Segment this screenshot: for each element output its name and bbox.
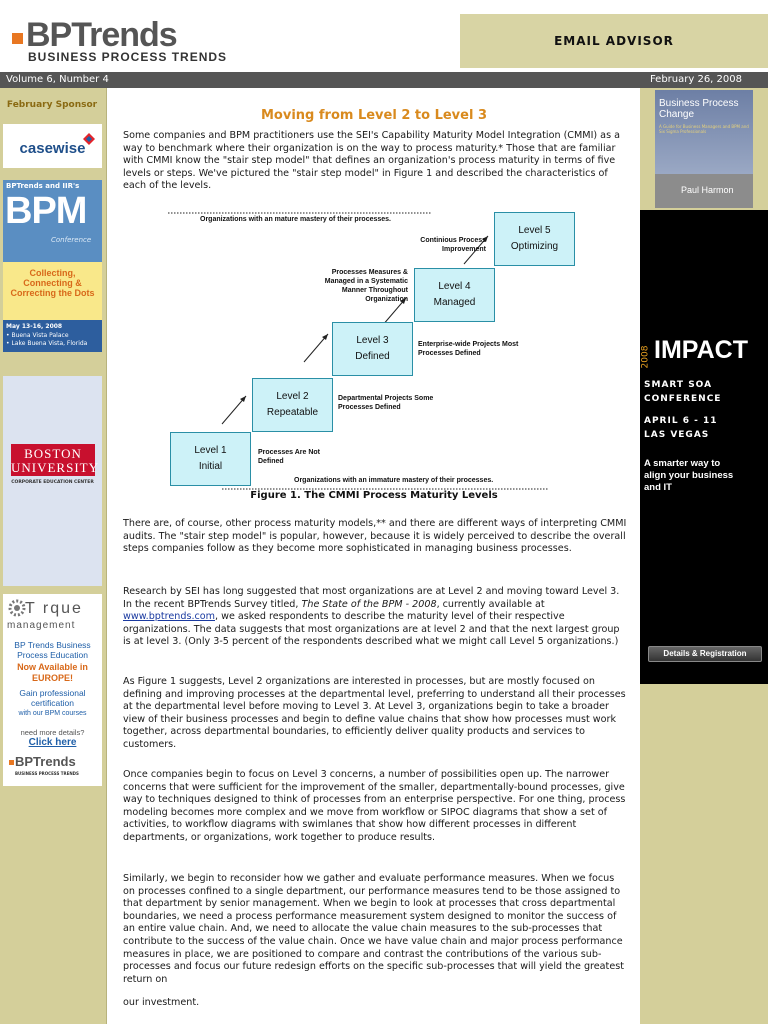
boston-logo-box: [11, 444, 99, 476]
details-registration-button[interactable]: Details & Registration: [648, 646, 762, 662]
casewise-text: casewise: [19, 140, 86, 157]
paragraph-3-a: Research by SEI has long suggested that most organizations are at Level 2 and moving toward Level 3. In the recent BPTrends Survey titled,: [123, 586, 620, 610]
impact-line2: CONFERENCE: [644, 394, 722, 404]
cmmi-stair-diagram: [168, 206, 578, 492]
bptrends-logo[interactable]: [12, 18, 227, 64]
bpm-ad-banner: [3, 180, 102, 262]
torque-line2: Now Available in EUROPE!: [17, 662, 88, 683]
impact-year: 2008: [640, 345, 651, 369]
torque-name1: T rque: [25, 600, 83, 617]
paragraph-3-c: , we asked respondents to describe the maturity level of their respective organizations. The data suggests that most organizations are at level 2 and that the next largest group is at level 3. (Only 3-5 percent of the respondents described what we might call Level 5 organizations.): [123, 611, 620, 648]
torque-line4: with our BPM courses: [18, 710, 87, 717]
figure-caption: Figure 1. The CMMI Process Maturity Levels: [250, 490, 498, 501]
level-name: Managed: [433, 297, 476, 308]
boston-sub: CORPORATE EDUCATION CENTER: [11, 480, 94, 485]
book-author: Paul Harmon: [681, 185, 734, 195]
left-sidebar: [0, 88, 107, 1024]
paragraph-2: There are, of course, other process maturity models,** and there are different ways of interpreting CMMI audits. The "stair step model" is popular, however, because it is widely perceived to describe the overall steps companies follow as they become more sophisticated in managing business processes.: [123, 518, 627, 555]
level-box: [252, 378, 333, 432]
level-note: Enterprise-wide Projects Most Processes Defined: [418, 341, 519, 357]
header: [0, 0, 768, 72]
paragraph-3: [123, 586, 628, 649]
gear-icon: [7, 598, 27, 618]
bpm-ad-dates: May 13-16, 2008: [6, 323, 63, 330]
section-banner: [460, 14, 768, 68]
level-box: [414, 268, 495, 322]
boston-university-ad[interactable]: [3, 376, 102, 586]
logo-square-icon: [12, 33, 23, 44]
article: [108, 88, 640, 1024]
level-number: Level 5: [518, 225, 551, 236]
paragraph-1: Some companies and BPM practitioners use the SEI's Capability Maturity Model Integration (CMMI) as a way to benchmark where their organization is on the way to process maturity.* Those that are familiar with CMMI know the "stair step model" that defines an organization's process maturity in terms of five levels or steps. We've pictured the "stair step model" in Figure 1 and described the characteristics of each of the levels.: [123, 130, 620, 192]
diagram-top-note: Organizations with an mature mastery of their processes.: [200, 216, 391, 223]
logo-subtitle: BUSINESS PROCESS TRENDS: [28, 50, 228, 64]
level-name: Initial: [198, 461, 223, 472]
level-note: Processes Measures & Managed in a Systematic Manner Throughout Organization: [324, 269, 408, 303]
logo-text: BPTrends: [26, 16, 177, 54]
torque-line5: need more details?: [20, 728, 85, 737]
bpm-ad-big: BPM: [5, 190, 87, 232]
section-title: EMAIL ADVISOR: [554, 34, 674, 48]
bptrends-link[interactable]: www.bptrends.com: [123, 611, 215, 623]
level-number: Level 2: [276, 391, 309, 402]
paragraph-7: our investment.: [123, 997, 200, 1008]
level-box: [170, 432, 251, 486]
impact-line1: SMART SOA: [644, 380, 713, 390]
issue-volume: Volume 6, Number 4: [6, 74, 109, 85]
boston-name1: BOSTON: [24, 446, 82, 461]
level-box: [332, 322, 413, 376]
level-number: Level 3: [356, 335, 389, 346]
book-subtitle: A Guide for Business Managers and BPM and Six Sigma Professionals: [659, 124, 749, 134]
article-title: Moving from Level 2 to Level 3: [261, 108, 487, 123]
click-here-link[interactable]: Click here: [28, 737, 77, 748]
bpm-ad-sub: Conference: [51, 236, 92, 244]
boston-name2: UNIVERSITY: [11, 460, 99, 475]
level-note: Departmental Projects Some Processes Defined: [338, 395, 434, 411]
right-sidebar: [640, 88, 768, 1024]
torque-logo-sub: BUSINESS PROCESS TRENDS: [15, 771, 79, 776]
impact-title: IMPACT: [654, 336, 748, 364]
level-name: Repeatable: [266, 407, 319, 418]
bpm-ad-tagline: Collecting, Connecting & Correcting the Dots: [10, 268, 95, 298]
paragraph-5: Once companies begin to focus on Level 3 concerns, a number of possibilities open up. The narrower concerns that were sufficient for the improvement of the smaller, departmentally-bound processes, give way to techniques designed to think of processes from an enterprise perspective. For one thing, process modeling becomes more complex and we move from workflow or SIPOC diagrams that show a set of activities, to workflow diagrams with swimlanes that show how different processes in different departments, or organizations, work together to produce results.: [123, 769, 626, 843]
torque-line1: BP Trends Business Process Education: [14, 640, 91, 660]
paragraph-3-b: , currently available at: [436, 598, 545, 610]
impact-ad[interactable]: [640, 210, 768, 684]
diagram-bottom-note: Organizations with an immature mastery of their processes.: [294, 477, 494, 484]
sponsor-label: February Sponsor: [6, 100, 98, 110]
issue-bar: [0, 72, 768, 88]
level-note: Processes Are Not Defined: [258, 449, 320, 465]
level-box: [494, 212, 575, 266]
bpm-ad-footer: [3, 320, 102, 352]
book-ad[interactable]: [655, 90, 753, 208]
torque-bptrends-logo: [9, 754, 76, 769]
casewise-ad[interactable]: [3, 124, 102, 168]
level-name: Defined: [355, 351, 390, 362]
torque-management-ad[interactable]: [3, 594, 102, 786]
paragraph-6: Similarly, we begin to reconsider how we gather and evaluate performance measures. When we focus on processes confined to a single department, our performance measures tend to be those assigned to that department by senior management. When we begin to look at processes that cross departmental boundaries, we need a process performance measurement system designed to monitor the success of an entire value chain. And, we need to allocate the value chain measures to the sub-processes that contribute to the success of the value chain. Once we have value chain and major process performance measures in place, we are positioned to compare and contrast the contributions of the various sub-processes and focus our future redesign efforts on the specific sub-processes that will yield the greatest return on: [123, 873, 624, 985]
impact-tagline: A smarter way to align your business and IT: [644, 458, 734, 493]
torque-name2: management: [7, 620, 76, 631]
bpm-ad-tagline-box: [3, 262, 102, 320]
level-note: Continious Process Improvement: [420, 237, 486, 253]
impact-line3: APRIL 6 - 11: [644, 416, 718, 426]
level-name: Optimizing: [510, 241, 559, 252]
bpm-ad-venue1: • Buena Vista Palace: [6, 332, 69, 339]
survey-title: The State of the BPM - 2008: [301, 598, 437, 610]
logo-square-icon: [9, 760, 14, 765]
torque-logo-text: BPTrends: [15, 754, 76, 769]
issue-date: February 26, 2008: [649, 74, 742, 85]
bpm-conference-ad[interactable]: [3, 180, 102, 352]
bpm-ad-venue2: • Lake Buena Vista, Florida: [6, 340, 88, 347]
torque-line3: Gain professional certification: [19, 688, 86, 708]
level-number: Level 4: [438, 281, 471, 292]
bpm-ad-top: BPTrends and IIR's: [6, 182, 80, 190]
paragraph-4: As Figure 1 suggests, Level 2 organizations are interested in processes, but are mostly focused on defining and improving processes at the departmental level, preferring to understand all their processes at the departmental level before moving to Level 3. At Level 3, organizations begin to take a broader view of their business processes and begin to define value chains that show how processes must work together, across departmental boundaries, to efficiently deliver quality products and services to customers.: [123, 676, 626, 750]
level-number: Level 1: [194, 445, 227, 456]
impact-line4: LAS VEGAS: [644, 430, 710, 440]
book-title: Business Process Change: [659, 98, 739, 120]
